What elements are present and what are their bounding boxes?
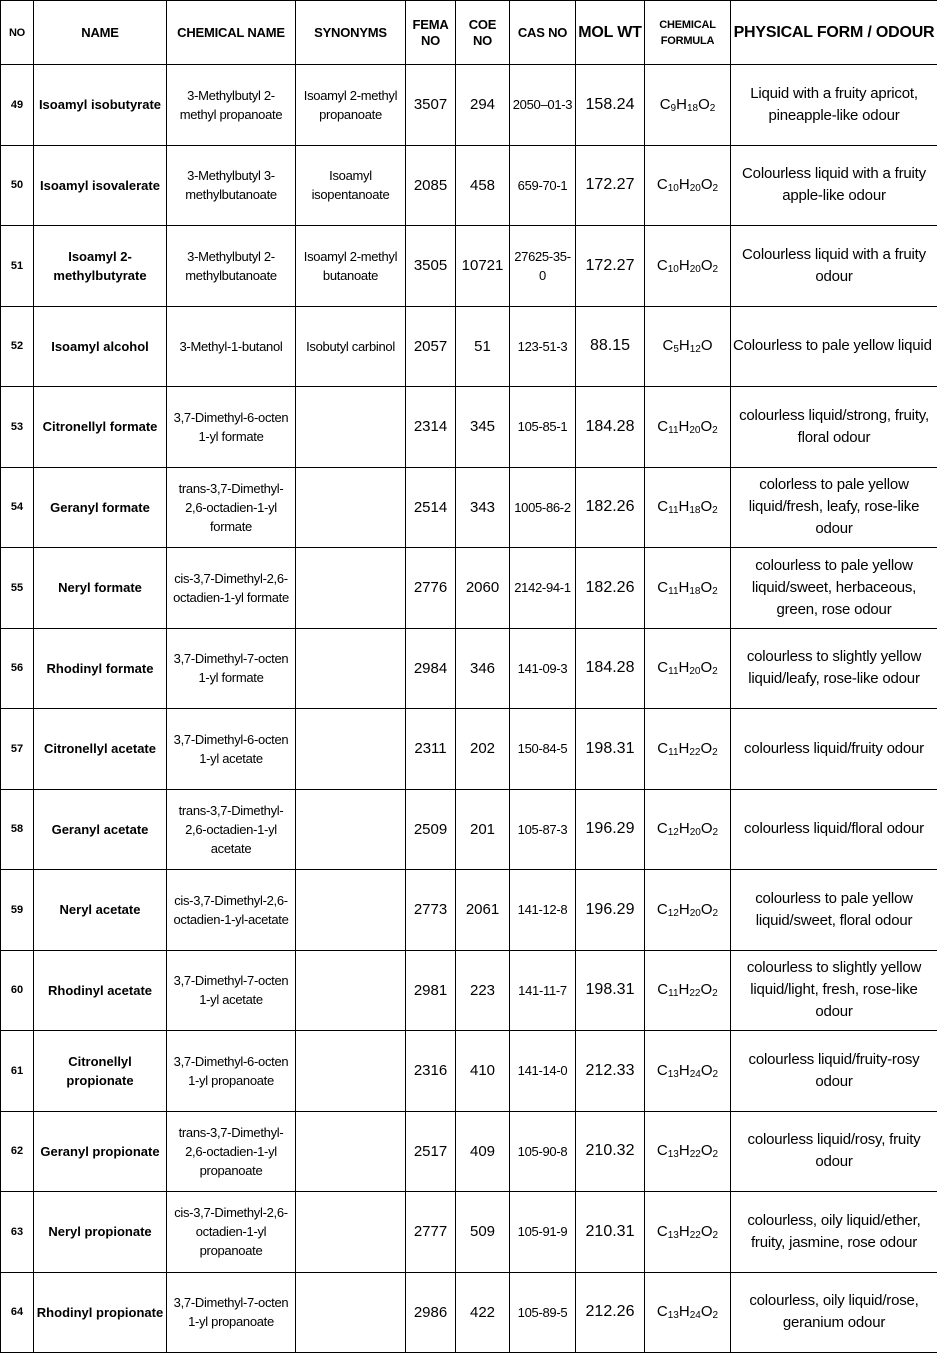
molecular-weight: 212.33 xyxy=(576,1031,645,1112)
coe-number: 51 xyxy=(456,306,510,387)
formula-subscript: 11 xyxy=(668,586,678,597)
formula-subscript: 12 xyxy=(668,908,679,919)
molecular-weight: 158.24 xyxy=(576,65,645,146)
formula-subscript: 9 xyxy=(671,103,677,114)
formula-subscript: 2 xyxy=(712,747,718,758)
cas-number: 141-09-3 xyxy=(510,628,576,709)
chemical-formula xyxy=(645,1192,731,1273)
formula-subscript: 2 xyxy=(712,988,718,999)
table-row xyxy=(1,1031,937,1112)
table-row xyxy=(1,306,937,387)
formula-subscript: 10 xyxy=(668,264,679,275)
formula-subscript: 18 xyxy=(689,586,700,597)
synonyms xyxy=(296,709,406,790)
formula-subscript: 22 xyxy=(689,988,700,999)
formula-element: O xyxy=(700,579,712,596)
table-row xyxy=(1,789,937,870)
row-number: 52 xyxy=(1,306,34,387)
formula-subscript: 22 xyxy=(690,1149,701,1160)
formula-element: O xyxy=(701,1303,713,1320)
synonyms xyxy=(296,789,406,870)
coe-number: 422 xyxy=(456,1272,510,1353)
row-number: 53 xyxy=(1,387,34,468)
compound-name: Neryl acetate xyxy=(34,870,167,951)
chemical-name: cis-3,7-Dimethyl-2,6-octadien-1-yl propanoate xyxy=(167,1192,296,1273)
fema-number: 2514 xyxy=(406,467,456,548)
cas-number: 1005-86-2 xyxy=(510,467,576,548)
cas-number: 659-70-1 xyxy=(510,145,576,226)
fema-number: 2509 xyxy=(406,789,456,870)
synonyms xyxy=(296,467,406,548)
fema-number: 3507 xyxy=(406,65,456,146)
chemical-name: 3,7-Dimethyl-7-octen 1-yl acetate xyxy=(167,950,296,1031)
compound-name: Rhodinyl propionate xyxy=(34,1272,167,1353)
chemical-formula xyxy=(645,548,731,629)
formula-subscript: 20 xyxy=(690,183,701,194)
formula-element: H xyxy=(679,901,690,918)
physical-form-odour: colorless to pale yellow liquid/fresh, leafy, rose-like odour xyxy=(731,467,937,548)
formula-subscript: 2 xyxy=(710,103,716,114)
formula-subscript: 11 xyxy=(668,505,678,516)
synonyms xyxy=(296,628,406,709)
cas-number: 2142-94-1 xyxy=(510,548,576,629)
physical-form-odour: colourless liquid/fruity odour xyxy=(731,709,937,790)
molecular-weight: 182.26 xyxy=(576,548,645,629)
formula-subscript: 2 xyxy=(712,586,718,597)
formula-element: C xyxy=(657,981,668,998)
formula-element: H xyxy=(679,418,690,435)
chemical-name: trans-3,7-Dimethyl-2,6-octadien-1-yl acetate xyxy=(167,789,296,870)
formula-element: C xyxy=(657,1223,668,1240)
formula-element: H xyxy=(679,337,690,354)
fema-number: 2314 xyxy=(406,387,456,468)
formula-subscript: 13 xyxy=(668,1149,679,1160)
chemical-formula xyxy=(645,145,731,226)
formula-subscript: 2 xyxy=(713,1069,719,1080)
formula-element: H xyxy=(679,740,690,757)
fema-number: 2057 xyxy=(406,306,456,387)
coe-number: 2060 xyxy=(456,548,510,629)
formula-element: O xyxy=(701,176,713,193)
coe-number: 346 xyxy=(456,628,510,709)
compound-name: Geranyl formate xyxy=(34,467,167,548)
formula-element: C xyxy=(657,820,668,837)
header-cas-no: CAS NO xyxy=(510,1,576,65)
coe-number: 201 xyxy=(456,789,510,870)
fema-number: 2777 xyxy=(406,1192,456,1273)
chemical-formula xyxy=(645,870,731,951)
header-chemical-name: CHEMICAL NAME xyxy=(167,1,296,65)
chemical-formula xyxy=(645,467,731,548)
fema-number: 2986 xyxy=(406,1272,456,1353)
chemical-formula xyxy=(645,789,731,870)
formula-element: H xyxy=(679,659,690,676)
formula-element: O xyxy=(701,820,713,837)
formula-element: H xyxy=(679,498,690,515)
formula-element: H xyxy=(679,1062,690,1079)
molecular-weight: 184.28 xyxy=(576,628,645,709)
formula-subscript: 10 xyxy=(668,183,679,194)
formula-subscript: 22 xyxy=(690,1230,701,1241)
formula-subscript: 2 xyxy=(713,183,719,194)
cas-number: 141-12-8 xyxy=(510,870,576,951)
formula-subscript: 2 xyxy=(713,264,719,275)
chemical-name: 3-Methylbutyl 2-methylbutanoate xyxy=(167,226,296,307)
table-row xyxy=(1,226,937,307)
molecular-weight: 172.27 xyxy=(576,145,645,226)
synonyms xyxy=(296,1031,406,1112)
physical-form-odour: colourless liquid/fruity-rosy odour xyxy=(731,1031,937,1112)
formula-subscript: 18 xyxy=(687,103,698,114)
formula-element: O xyxy=(700,740,712,757)
coe-number: 294 xyxy=(456,65,510,146)
cas-number: 141-11-7 xyxy=(510,950,576,1031)
formula-element: C xyxy=(657,659,668,676)
header-name: NAME xyxy=(34,1,167,65)
formula-subscript: 13 xyxy=(668,1310,679,1321)
chemical-formula xyxy=(645,65,731,146)
chemical-formula xyxy=(645,226,731,307)
chemical-name: 3,7-Dimethyl-6-octen 1-yl acetate xyxy=(167,709,296,790)
cas-number: 150-84-5 xyxy=(510,709,576,790)
chemical-name: 3,7-Dimethyl-7-octen 1-yl formate xyxy=(167,628,296,709)
row-number: 63 xyxy=(1,1192,34,1273)
formula-element: C xyxy=(657,901,668,918)
formula-subscript: 22 xyxy=(689,747,700,758)
row-number: 60 xyxy=(1,950,34,1031)
coe-number: 223 xyxy=(456,950,510,1031)
fema-number: 2085 xyxy=(406,145,456,226)
physical-form-odour: colourless liquid/floral odour xyxy=(731,789,937,870)
cas-number: 105-91-9 xyxy=(510,1192,576,1273)
formula-element: O xyxy=(701,901,713,918)
chemical-formula xyxy=(645,1272,731,1353)
formula-element: H xyxy=(679,176,690,193)
compound-name: Citronellyl acetate xyxy=(34,709,167,790)
synonyms xyxy=(296,870,406,951)
coe-number: 409 xyxy=(456,1111,510,1192)
formula-subscript: 2 xyxy=(712,505,718,516)
compound-name: Isoamyl alcohol xyxy=(34,306,167,387)
coe-number: 410 xyxy=(456,1031,510,1112)
chemical-formula xyxy=(645,306,731,387)
formula-element: C xyxy=(657,418,668,435)
header-mol-wt: MOL WT xyxy=(576,1,645,65)
header-synonyms: SYNONYMS xyxy=(296,1,406,65)
formula-element: H xyxy=(679,257,690,274)
header-chemical-formula: CHEMICAL FORMULA xyxy=(645,1,731,65)
physical-form-odour: colourless liquid/rosy, fruity odour xyxy=(731,1111,937,1192)
synonyms xyxy=(296,1192,406,1273)
formula-element: O xyxy=(701,1062,713,1079)
formula-element: O xyxy=(701,1142,713,1159)
chemical-formula xyxy=(645,950,731,1031)
molecular-weight: 196.29 xyxy=(576,789,645,870)
row-number: 56 xyxy=(1,628,34,709)
chemical-formula xyxy=(645,628,731,709)
formula-subscript: 2 xyxy=(713,908,719,919)
formula-element: H xyxy=(679,579,690,596)
formula-subscript: 2 xyxy=(713,1230,719,1241)
coe-number: 202 xyxy=(456,709,510,790)
formula-subscript: 11 xyxy=(668,666,678,677)
chemical-formula xyxy=(645,387,731,468)
chemical-name: trans-3,7-Dimethyl-2,6-octadien-1-yl propanoate xyxy=(167,1111,296,1192)
compound-name: Isoamyl 2-methylbutyrate xyxy=(34,226,167,307)
molecular-weight: 210.32 xyxy=(576,1111,645,1192)
formula-subscript: 2 xyxy=(713,1149,719,1160)
formula-element: C xyxy=(660,96,671,113)
synonyms xyxy=(296,387,406,468)
physical-form-odour: colourless to slightly yellow liquid/light, fresh, rose-like odour xyxy=(731,950,937,1031)
chemical-formula xyxy=(645,709,731,790)
fema-number: 2776 xyxy=(406,548,456,629)
table-row xyxy=(1,467,937,548)
fema-number: 2316 xyxy=(406,1031,456,1112)
formula-element: C xyxy=(657,740,668,757)
formula-subscript: 5 xyxy=(673,344,679,355)
formula-element: O xyxy=(701,1223,713,1240)
compound-name: Geranyl propionate xyxy=(34,1111,167,1192)
formula-subscript: 20 xyxy=(690,264,701,275)
row-number: 58 xyxy=(1,789,34,870)
synonyms: Isoamyl isopentanoate xyxy=(296,145,406,226)
formula-subscript: 20 xyxy=(689,425,700,436)
formula-subscript: 13 xyxy=(668,1230,679,1241)
formula-element: H xyxy=(679,981,690,998)
molecular-weight: 196.29 xyxy=(576,870,645,951)
chemical-formula xyxy=(645,1111,731,1192)
formula-subscript: 11 xyxy=(668,747,678,758)
physical-form-odour: colourless, oily liquid/ether, fruity, jasmine, rose odour xyxy=(731,1192,937,1273)
cas-number: 123-51-3 xyxy=(510,306,576,387)
cas-number: 105-90-8 xyxy=(510,1111,576,1192)
molecular-weight: 172.27 xyxy=(576,226,645,307)
row-number: 49 xyxy=(1,65,34,146)
compound-name: Neryl propionate xyxy=(34,1192,167,1273)
chemical-name: 3,7-Dimethyl-7-octen 1-yl propanoate xyxy=(167,1272,296,1353)
chemical-name: 3,7-Dimethyl-6-octen 1-yl propanoate xyxy=(167,1031,296,1112)
row-number: 59 xyxy=(1,870,34,951)
molecular-weight: 212.26 xyxy=(576,1272,645,1353)
fema-number: 2981 xyxy=(406,950,456,1031)
formula-element: C xyxy=(657,579,668,596)
compound-name: Rhodinyl acetate xyxy=(34,950,167,1031)
formula-element: O xyxy=(700,659,712,676)
compound-name: Rhodinyl formate xyxy=(34,628,167,709)
formula-element: H xyxy=(679,1303,690,1320)
table-row xyxy=(1,65,937,146)
table-row xyxy=(1,870,937,951)
formula-subscript: 24 xyxy=(690,1310,701,1321)
chemical-name: trans-3,7-Dimethyl-2,6-octadien-1-yl formate xyxy=(167,467,296,548)
chemical-formula xyxy=(645,1031,731,1112)
formula-subscript: 11 xyxy=(668,988,678,999)
synonyms xyxy=(296,1272,406,1353)
table-row xyxy=(1,548,937,629)
physical-form-odour: Colourless liquid with a fruity apple-like odour xyxy=(731,145,937,226)
formula-subscript: 20 xyxy=(690,827,701,838)
chemical-name: 3-Methylbutyl 2-methyl propanoate xyxy=(167,65,296,146)
formula-element: H xyxy=(679,820,690,837)
physical-form-odour: Colourless liquid with a fruity odour xyxy=(731,226,937,307)
physical-form-odour: Colourless to pale yellow liquid xyxy=(731,306,937,387)
cas-number: 105-85-1 xyxy=(510,387,576,468)
table-row xyxy=(1,709,937,790)
physical-form-odour: colourless to slightly yellow liquid/leafy, rose-like odour xyxy=(731,628,937,709)
formula-subscript: 2 xyxy=(713,1310,719,1321)
row-number: 50 xyxy=(1,145,34,226)
formula-element: H xyxy=(679,1223,690,1240)
formula-element: H xyxy=(679,1142,690,1159)
cas-number: 2050–01-3 xyxy=(510,65,576,146)
formula-subscript: 2 xyxy=(713,827,719,838)
row-number: 57 xyxy=(1,709,34,790)
header-no: NO xyxy=(1,1,34,65)
molecular-weight: 198.31 xyxy=(576,950,645,1031)
formula-element: O xyxy=(700,498,712,515)
synonyms xyxy=(296,548,406,629)
formula-element: C xyxy=(657,498,668,515)
compound-name: Neryl formate xyxy=(34,548,167,629)
coe-number: 345 xyxy=(456,387,510,468)
compound-name: Isoamyl isobutyrate xyxy=(34,65,167,146)
row-number: 51 xyxy=(1,226,34,307)
fema-number: 2517 xyxy=(406,1111,456,1192)
formula-subscript: 20 xyxy=(689,666,700,677)
chemical-name: 3,7-Dimethyl-6-octen 1-yl formate xyxy=(167,387,296,468)
formula-subscript: 20 xyxy=(690,908,701,919)
fema-number: 3505 xyxy=(406,226,456,307)
cas-number: 105-89-5 xyxy=(510,1272,576,1353)
row-number: 55 xyxy=(1,548,34,629)
synonyms: Isoamyl 2-methyl butanoate xyxy=(296,226,406,307)
compound-name: Citronellyl formate xyxy=(34,387,167,468)
formula-subscript: 11 xyxy=(668,425,678,436)
table-row xyxy=(1,628,937,709)
row-number: 64 xyxy=(1,1272,34,1353)
formula-element: O xyxy=(698,96,710,113)
formula-element: C xyxy=(657,176,668,193)
header-fema-no: FEMA NO xyxy=(406,1,456,65)
molecular-weight: 184.28 xyxy=(576,387,645,468)
row-number: 62 xyxy=(1,1111,34,1192)
formula-subscript: 18 xyxy=(689,505,700,516)
molecular-weight: 198.31 xyxy=(576,709,645,790)
physical-form-odour: colourless to pale yellow liquid/sweet, floral odour xyxy=(731,870,937,951)
chemical-name: 3-Methyl-1-butanol xyxy=(167,306,296,387)
formula-element: C xyxy=(657,1062,668,1079)
formula-element: C xyxy=(657,257,668,274)
synonyms: Isobutyl carbinol xyxy=(296,306,406,387)
table-row xyxy=(1,1272,937,1353)
coe-number: 509 xyxy=(456,1192,510,1273)
formula-subscript: 2 xyxy=(712,666,718,677)
molecular-weight: 182.26 xyxy=(576,467,645,548)
cas-number: 141-14-0 xyxy=(510,1031,576,1112)
header-physical-form: PHYSICAL FORM / ODOUR xyxy=(731,1,937,65)
coe-number: 343 xyxy=(456,467,510,548)
table-row xyxy=(1,1192,937,1273)
fema-number: 2773 xyxy=(406,870,456,951)
formula-element: O xyxy=(701,337,713,354)
formula-subscript: 13 xyxy=(668,1069,679,1080)
chemical-name: cis-3,7-Dimethyl-2,6-octadien-1-yl formate xyxy=(167,548,296,629)
molecular-weight: 88.15 xyxy=(576,306,645,387)
chemical-name: cis-3,7-Dimethyl-2,6-octadien-1-yl-acetate xyxy=(167,870,296,951)
row-number: 54 xyxy=(1,467,34,548)
formula-subscript: 2 xyxy=(712,425,718,436)
physical-form-odour: colourless to pale yellow liquid/sweet, herbaceous, green, rose odour xyxy=(731,548,937,629)
physical-form-odour: colourless liquid/strong, fruity, floral odour xyxy=(731,387,937,468)
formula-subscript: 24 xyxy=(690,1069,701,1080)
table-row xyxy=(1,1111,937,1192)
chemical-name: 3-Methylbutyl 3-methylbutanoate xyxy=(167,145,296,226)
formula-subscript: 12 xyxy=(690,344,701,355)
physical-form-odour: colourless, oily liquid/rose, geranium odour xyxy=(731,1272,937,1353)
compound-name: Geranyl acetate xyxy=(34,789,167,870)
formula-element: O xyxy=(701,257,713,274)
compound-name: Citronellyl propionate xyxy=(34,1031,167,1112)
coe-number: 10721 xyxy=(456,226,510,307)
formula-element: C xyxy=(662,337,673,354)
compound-name: Isoamyl isovalerate xyxy=(34,145,167,226)
cas-number: 105-87-3 xyxy=(510,789,576,870)
formula-element: O xyxy=(700,418,712,435)
molecular-weight: 210.31 xyxy=(576,1192,645,1273)
header-row xyxy=(1,1,937,65)
row-number: 61 xyxy=(1,1031,34,1112)
cas-number: 27625-35-0 xyxy=(510,226,576,307)
formula-element: C xyxy=(657,1142,668,1159)
header-coe-no: COE NO xyxy=(456,1,510,65)
synonyms: Isoamyl 2-methyl propanoate xyxy=(296,65,406,146)
coe-number: 458 xyxy=(456,145,510,226)
table-row xyxy=(1,145,937,226)
fema-number: 2984 xyxy=(406,628,456,709)
table-row xyxy=(1,387,937,468)
physical-form-odour: Liquid with a fruity apricot, pineapple-like odour xyxy=(731,65,937,146)
fema-number: 2311 xyxy=(406,709,456,790)
table-row xyxy=(1,950,937,1031)
synonyms xyxy=(296,950,406,1031)
formula-subscript: 12 xyxy=(668,827,679,838)
formula-element: O xyxy=(700,981,712,998)
coe-number: 2061 xyxy=(456,870,510,951)
formula-element: H xyxy=(676,96,687,113)
synonyms xyxy=(296,1111,406,1192)
formula-element: C xyxy=(657,1303,668,1320)
